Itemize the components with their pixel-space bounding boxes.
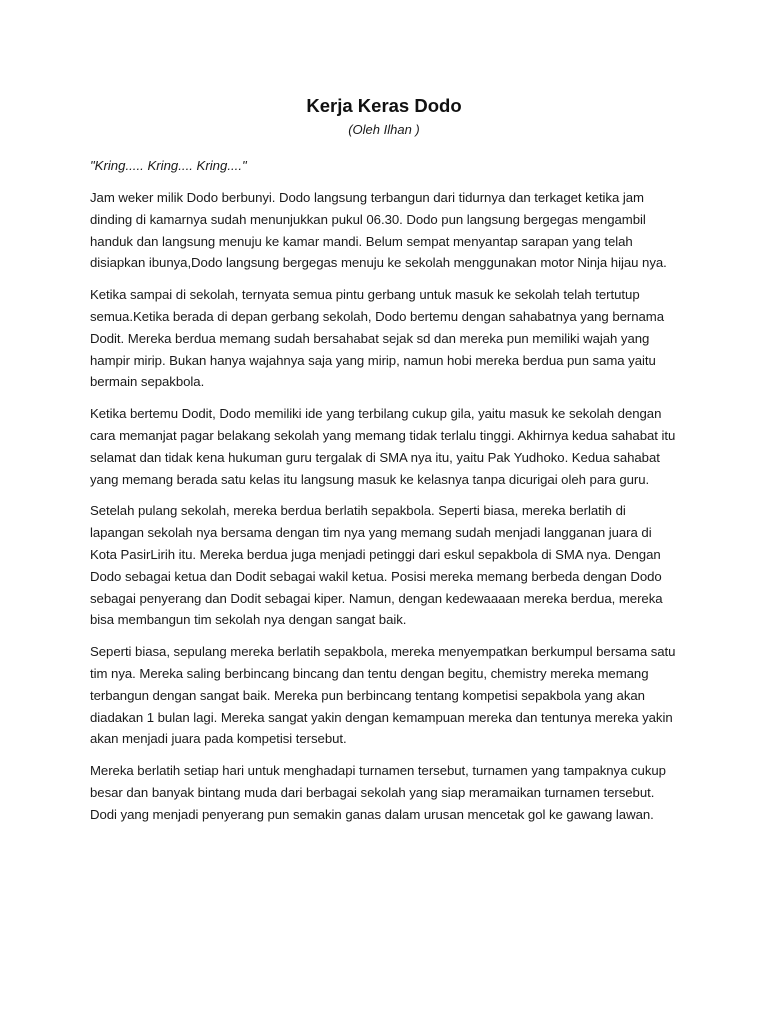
paragraph-4: Setelah pulang sekolah, mereka berdua berlatih sepakbola. Seperti biasa, mereka berlatih di lapangan sekolah nya bersama dengan tim nya yang memang sudah menjadi langganan juara di Kota PasirLirih itu. Mereka berdua juga menjadi petinggi dari eskul sepakbola di SMA nya. Dengan Dodo sebagai ketua dan Dodit sebagai wakil ketua. Posisi mereka memang berbeda dengan Dodo sebagai penyerang dan Dodit sebagai kiper. Namun, dengan kedewaaaan mereka berdua, mereka bisa membangun tim sekolah nya dengan sangat baik.	[90, 503, 663, 628]
paragraph-6: Mereka berlatih setiap hari untuk menghadapi turnamen tersebut, turnamen yang tampaknya cukup besar dan banyak bintang muda dari berbagai sekolah yang siap meramaikan turnamen tersebut. Dodi yang menjadi penyerang pun semakin ganas dalam urusan mencetak gol ke gawang lawan.	[90, 763, 666, 822]
author-byline: (Oleh Ilhan )	[348, 122, 420, 137]
paragraph-2: Ketika sampai di sekolah, ternyata semua pintu gerbang untuk masuk ke sekolah telah tertutup semua.Ketika berada di depan gerbang sekolah, Dodo bertemu dengan sahabatnya yang bernama Dodit. Mereka berdua memang sudah bersahabat sejak sd dan mereka pun memiliki wajah yang hampir mirip. Bukan hanya wajahnya saja yang mirip, namun hobi mereka berdua pun sama yaitu bermain sepakbola.	[90, 287, 665, 390]
paragraph-5: Seperti biasa, sepulang mereka berlatih sepakbola, mereka menyempatkan berkumpul bersama satu tim nya. Mereka saling berbincang bincang dan tentu dengan begitu, chemistry mereka memang terbangun dengan sangat baik. Mereka pun berbincang tentang kompetisi sepakbola yang akan diadakan 1 bulan lagi. Mereka sangat yakin dengan kemampuan mereka dan tentunya mereka yakin akan menjadi juara pada kompetisi tersebut.	[90, 644, 676, 747]
paragraph-3: Ketika bertemu Dodit, Dodo memiliki ide yang terbilang cukup gila, yaitu masuk ke sekolah dengan cara memanjat pagar belakang sekolah yang memang tidak terlalu tinggi. Akhirnya kedua sahabat itu selamat dan tidak kena hukuman guru tergalak di SMA nya itu, yaitu Pak Yudhoko. Kedua sahabat yang memang berada satu kelas itu langsung masuk ke kelasnya tanpa dicurigai oleh para guru.	[90, 406, 676, 487]
document-body	[90, 94, 678, 826]
intro-line: "Kring..... Kring.... Kring...."	[90, 158, 247, 173]
story-title: Kerja Keras Dodo	[306, 95, 462, 116]
paragraph-1: Jam weker milik Dodo berbunyi. Dodo langsung terbangun dari tidurnya dan terkaget ketika jam dinding di kamarnya sudah menunjukkan pukul 06.30. Dodo pun langsung bergegas mengambil handuk dan langsung menuju ke kamar mandi. Belum sempat menyantap sarapan yang telah disiapkan ibunya,Dodo langsung bergegas menuju ke sekolah menggunakan motor Ninja hijau nya.	[90, 190, 667, 271]
